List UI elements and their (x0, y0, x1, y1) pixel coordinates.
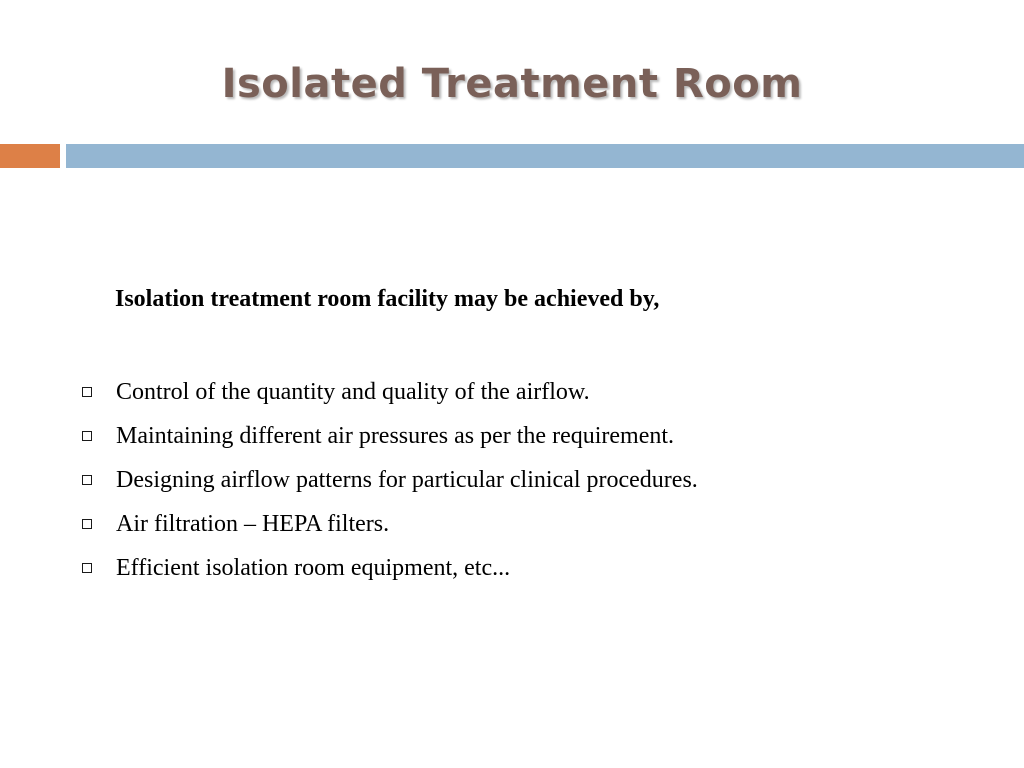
bullet-item (78, 414, 698, 458)
main-divider-bar (66, 144, 1024, 168)
bullet-text: Maintaining different air pressures as per the requirement. (116, 423, 675, 449)
hollow-square-bullet-icon (82, 475, 92, 485)
intro-text: Isolation treatment room facility may be achieved by, (115, 286, 660, 312)
bullet-text: Control of the quantity and quality of the airflow. (116, 379, 590, 405)
bullet-text: Designing airflow patterns for particular clinical procedures. (116, 467, 698, 493)
bullet-item (78, 458, 698, 502)
bullet-item (78, 546, 698, 590)
hollow-square-bullet-icon (82, 387, 92, 397)
slide-title: Isolated Treatment Room (221, 61, 803, 107)
hollow-square-bullet-icon (82, 563, 92, 573)
hollow-square-bullet-icon (82, 519, 92, 529)
bullet-item (78, 502, 698, 546)
bullet-item (78, 370, 698, 414)
hollow-square-bullet-icon (82, 431, 92, 441)
bullet-text: Efficient isolation room equipment, etc... (116, 555, 511, 581)
accent-divider-bar (0, 144, 60, 168)
bullet-text: Air filtration – HEPA filters. (116, 511, 390, 537)
bullet-list (78, 370, 698, 590)
